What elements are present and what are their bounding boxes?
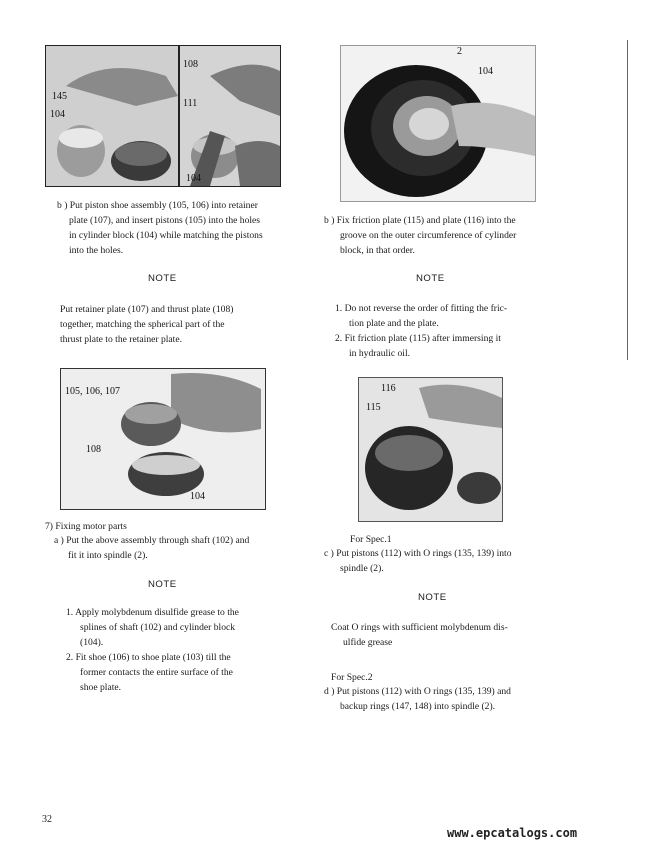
right-spec-1: For Spec.1: [350, 534, 392, 545]
callout-104-b: 104: [186, 173, 201, 184]
left-step-7-title: 7) Fixing motor parts: [45, 521, 127, 532]
callout-2: 2: [457, 46, 462, 57]
right-spec-2: For Spec.2: [331, 672, 373, 683]
left-note-2-title: NOTE: [148, 579, 177, 590]
page-number: 32: [42, 814, 52, 825]
callout-108-b: 108: [86, 444, 101, 455]
right-note-1-title: NOTE: [416, 273, 445, 284]
callout-104-c: 104: [478, 66, 493, 77]
right-step-c: c ) Put pistons (112) with O rings (135, 139) into spindle (2).: [324, 548, 512, 574]
right-step-d: d ) Put pistons (112) with O rings (135, 139) and backup rings (147, 148) into spindle (2).: [324, 686, 511, 712]
right-step-b: b ) Fix friction plate (115) and plate (116) into the groove on the outer circumference of cylinder block, in that order.: [324, 215, 517, 256]
right-note-2-title: NOTE: [418, 592, 447, 603]
callout-111: 111: [183, 98, 198, 109]
watermark-url: www.epcatalogs.com: [447, 826, 578, 840]
left-note-2-list: 1. Apply molybdenum disulfide grease to the splines of shaft (102) and cylinder block (104). 2. Fit shoe (106) to shoe plate (103) till the former contacts the entire surface of the shoe plate.: [66, 607, 239, 693]
callout-104-d: 104: [190, 491, 205, 502]
photo-piston-shoe-assembly: [45, 45, 179, 187]
callout-145: 145: [52, 91, 67, 102]
left-step-b: b ) Put piston shoe assembly (105, 106) into retainer plate (107), and insert pistons (105) into the holes in cylinder block (104) while matching the pistons into the holes.: [57, 200, 263, 256]
photo-friction-plate: [340, 45, 536, 202]
left-step-a: a ) Put the above assembly through shaft (102) and fit it into spindle (2).: [54, 535, 250, 561]
callout-108: 108: [183, 59, 198, 70]
callout-116: 116: [381, 383, 396, 394]
left-note-1-text: Put retainer plate (107) and thrust plate (108) together, matching the spherical part of the thrust plate to the retainer plate.: [60, 304, 234, 345]
callout-104: 104: [50, 109, 65, 120]
right-note-1-list: 1. Do not reverse the order of fitting the fric- tion plate and the plate. 2. Fit friction plate (115) after immersing it in hydraulic oil.: [335, 303, 508, 359]
callout-105-106-107: 105, 106, 107: [65, 386, 120, 397]
callout-115: 115: [366, 402, 381, 413]
right-note-2-text: Coat O rings with sufficient molybdenum dis- ulfide grease: [331, 622, 508, 648]
left-note-1-title: NOTE: [148, 273, 177, 284]
right-margin-rule: [627, 40, 628, 360]
photo-spindle-pistons: [358, 377, 503, 522]
